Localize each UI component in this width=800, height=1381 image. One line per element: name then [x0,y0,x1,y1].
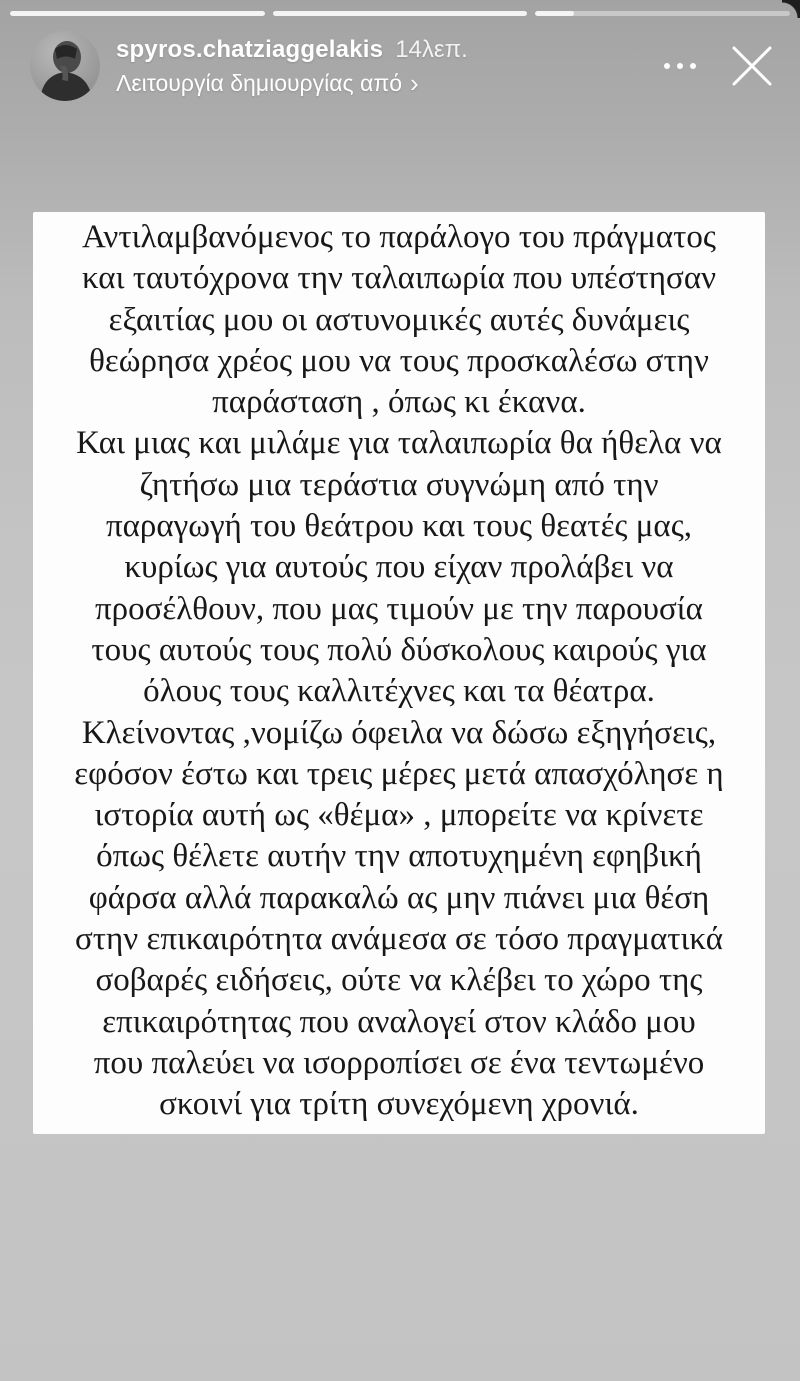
story-text-line: επικαιρότητας που αναλογεί στον κλάδο μου [102,1003,696,1040]
username-row [116,36,660,64]
more-options-icon [677,63,683,69]
username[interactable]: spyros.chatziaggelakis [116,35,384,63]
creation-mode-label: Λειτουργία δημιουργίας από [116,69,402,96]
story-text-line: τους αυτούς τους πολύ δύσκολους καιρούς για [91,631,707,668]
close-icon [729,43,775,89]
story-progress-bar [10,11,790,16]
story-text-line: εξαιτίας μου οι αστυνομικές αυτές δυνάμεις [108,301,690,338]
story-text-line: εφόσον έστω και τρεις μέρες μετά απασχόλησε η [74,755,724,792]
avatar-photo [30,31,100,101]
story-text-line: σκοινί για τρίτη συνεχόμενη χρονιά. [159,1086,639,1123]
progress-segment [10,11,265,16]
story-text-line: Και μιας και μιλάμε για ταλαιπωρία θα ήθελα να [76,425,722,462]
progress-segment [535,11,790,16]
more-options-icon [664,63,670,69]
story-text-line: θεώρησα χρέος μου να τους προσκαλέσω στην [89,342,709,379]
more-options-icon [690,63,696,69]
screen-corner-artifact [782,0,800,18]
story-text-line: προσέλθουν, που μας τιμούν με την παρουσία [95,590,703,627]
more-options-button[interactable] [660,53,700,79]
progress-segment [273,11,528,16]
story-text-line: και ταυτόχρονα την ταλαιπωρία που υπέστησαν [81,260,717,297]
story-text-line: Αντιλαμβανόμενος το παράλογο του πράγματος [82,219,716,255]
close-button[interactable] [728,42,776,90]
story-text-line: Κλείνοντας ,νομίζω όφειλα να δώσω εξηγήσεις, [81,714,717,751]
story-text-line: στην επικαιρότητα ανάμεσα σε τόσο πραγματικά [75,921,723,958]
header-text [116,36,660,97]
story-text-line: παραγωγή του θεάτρου και τους θεατές μας, [105,508,693,545]
progress-fill [535,11,573,16]
story-header [30,30,776,102]
chevron-right-icon: › [409,68,419,98]
story-text-card [33,212,765,1134]
progress-fill [273,11,528,16]
creation-mode-link[interactable] [116,70,660,97]
story-text-line: ζητήσω μια τεράστια συγνώμη από την [139,466,659,503]
story-timestamp: 14λεπ. [395,35,468,63]
story-text-line: κυρίως για αυτούς που είχαν προλάβει να [124,549,674,586]
story-text-line: ιστορία αυτή ως «θέμα» , μπορείτε να κρίνετε [94,797,704,834]
progress-fill [10,11,265,16]
story-text-line: όπως θέλετε αυτήν την αποτυχημένη εφηβική [96,838,702,875]
story-text-line: φάρσα αλλά παρακαλώ ας μην πιάνει μια θέση [88,879,710,916]
story-text-line: παράσταση , όπως κι έκανα. [212,384,586,421]
story-text-line: που παλεύει να ισορροπίσει σε ένα τεντωμένο [93,1044,705,1081]
header-actions [660,42,776,90]
story-text-line: σοβαρές ειδήσεις, ούτε να κλέβει το χώρο της [95,962,703,999]
story-text-line: όλους τους καλλιτέχνες και τα θέατρα. [143,673,655,710]
avatar[interactable] [30,31,100,101]
